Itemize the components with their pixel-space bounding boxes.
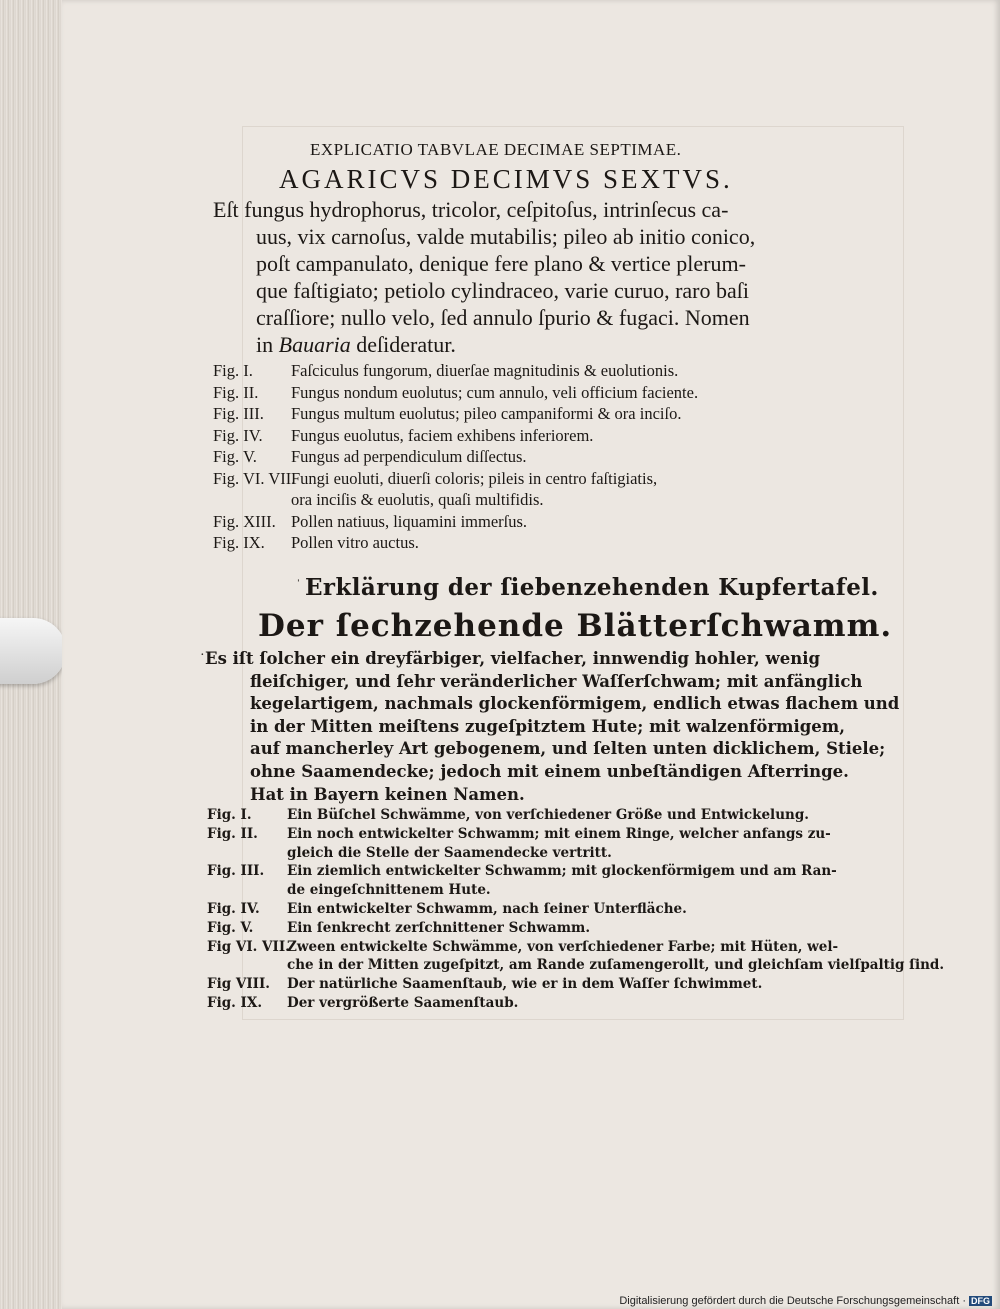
latin-line-suffix: deſideratur. [350,332,456,357]
figure-entry [207,975,944,994]
figure-label: Fig. III. [213,404,264,423]
figure-label: Fig. I. [207,807,252,823]
german-figure-list [207,806,944,1013]
figure-entry [213,360,698,382]
figure-text: Fungi euoluti, diuerſi coloris; pileis in centro faſtigiatis, [291,468,658,488]
figure-entry [213,425,698,447]
figure-label: Fig. XIII. [213,511,276,531]
figure-entry [213,403,698,425]
figure-text: Ein Büſchel Schwämme, von verſchiedener Größe und Entwickelung. [287,807,809,823]
figure-entry [213,446,698,468]
figure-entry [213,382,698,404]
german-line: Hat in Bayern keinen Namen. [250,784,525,804]
margin-mark: ˈ [296,578,301,593]
german-caption: Erklärung der ſiebenzehenden Kupfertafel. [305,574,879,601]
figure-text: Der vergrößerte Saamenſtaub. [287,994,519,1011]
figure-text: Zween entwickelte Schwämme, von verſchiedener Farbe; mit Hüten, wel- [287,938,839,955]
figure-entry [213,468,698,511]
german-line: fleiſchiger, und ſehr veränderlicher Waſſerſchwam; mit anfänglich [250,671,863,691]
figure-entry [207,919,944,938]
figure-entry [207,900,944,919]
figure-label: Fig VI. VII. [207,938,290,955]
figure-label: Fig. I. [213,361,253,380]
figure-label: Fig. V. [213,447,257,466]
figure-entry [207,806,944,825]
figure-text-continuation: de eingeſchnittenem Hute. [287,882,491,899]
margin-dot: · [200,648,205,663]
figure-entry [213,532,698,554]
german-description [205,648,899,806]
latin-figure-list [213,360,698,554]
figure-text: Pollen vitro auctus. [291,533,419,552]
latin-line: Eſt fungus hydrophorus, tricolor, ceſpitoſus, intrinſecus ca- [213,197,729,222]
italic-place-name: Bauaria [278,332,351,357]
figure-text: Fungus euolutus, faciem exhibens inferiorem. [291,425,594,445]
figure-entry [207,825,944,863]
figure-text-continuation: che in der Mitten zugeſpitzt, am Rande zuſamengerollt, und gleichſam vielſpaltig ſind. [287,957,945,974]
footer-text: Digitalisierung gefördert durch die Deutsche Forschungsgemeinschaft · [619,1295,966,1307]
figure-label: Fig. V. [207,919,254,936]
figure-text: Fungus nondum euolutus; cum annulo, veli officium faciente. [291,382,699,402]
figure-text: Der natürliche Saamenſtaub, wie er in dem Waſſer ſchwimmet. [287,976,763,993]
german-title: Der ſechzehende Blätterſchwamm. [258,608,893,644]
latin-description [213,196,755,358]
figure-text: Ein ſenkrecht zerſchnittener Schwamm. [287,919,591,936]
latin-line: poſt campanulato, denique fere plano & vertice plerum- [256,251,746,276]
footer-credit [619,1295,992,1307]
latin-line: craſſiore; nullo velo, ſed annulo ſpurio & fugaci. Nomen [256,305,750,330]
binder-clip [0,618,66,684]
figure-text-continuation: ora inciſis & euolutis, quaſi multifidis. [291,490,544,509]
figure-text: Fungus multum euolutus; pileo campaniformi & ora inciſo. [291,404,682,423]
latin-line-prefix: in [256,332,279,357]
german-line: auf mancherley Art gebogenem, und ſelten unten dicklichem, Stiele; [250,739,886,759]
figure-label: Fig. II. [213,382,259,402]
latin-line-last [213,331,755,358]
latin-title: AGARICVS DECIMVS SEXTVS. [279,164,733,194]
figure-text: Ein entwickelter Schwamm, nach ſeiner Unterfläche. [287,900,687,917]
figure-label: Fig. IV. [207,900,260,917]
figure-text: Faſciculus fungorum, diuerſae magnitudinis & euolutionis. [291,361,679,380]
figure-text: Ein noch entwickelter Schwamm; mit einem Ringe, welcher anfangs zu- [287,825,831,842]
plate-caption: EXPLICATIO TABVLAE DECIMAE SEPTIMAE. [310,140,682,159]
latin-line: uus, vix carnoſus, valde mutabilis; pileo ab initio conico, [256,224,756,249]
figure-label: Fig. VI. VII. [213,468,296,488]
figure-label: Fig. IX. [207,994,263,1011]
figure-entry [207,938,944,976]
figure-label: Fig. IV. [213,425,263,445]
figure-text: Fungus ad perpendiculum diſſectus. [291,447,527,466]
figure-label: Fig. II. [207,825,258,842]
german-line: kegelartigem, nachmals glockenförmigem, endlich etwas flachem und [250,694,900,714]
figure-text: Pollen natiuus, liquamini immerſus. [291,511,528,531]
figure-entry [207,862,944,900]
figure-label: Fig VIII. [207,976,270,993]
german-line: in der Mitten meiſtens zugeſpitztem Hute; mit walzenförmigem, [250,716,846,736]
figure-entry [207,994,944,1013]
figure-label: Fig. III. [207,863,265,880]
figure-text-continuation: gleich die Stelle der Saamendecke vertritt. [287,844,612,861]
figure-label: Fig. IX. [213,533,265,552]
figure-entry [213,511,698,533]
german-line: Es iſt ſolcher ein dreyfärbiger, vielfacher, innwendig hohler, wenig [205,649,821,668]
dfg-logo-icon: DFG [971,1296,990,1307]
latin-line: que faſtigiato; petiolo cylindraceo, varie curuo, raro baſi [256,278,749,303]
figure-text: Ein ziemlich entwickelter Schwamm; mit glockenförmigem und am Ran- [287,863,837,880]
german-line: ohne Saamendecke; jedoch mit einem unbeſtändigen Afterringe. [250,761,849,781]
